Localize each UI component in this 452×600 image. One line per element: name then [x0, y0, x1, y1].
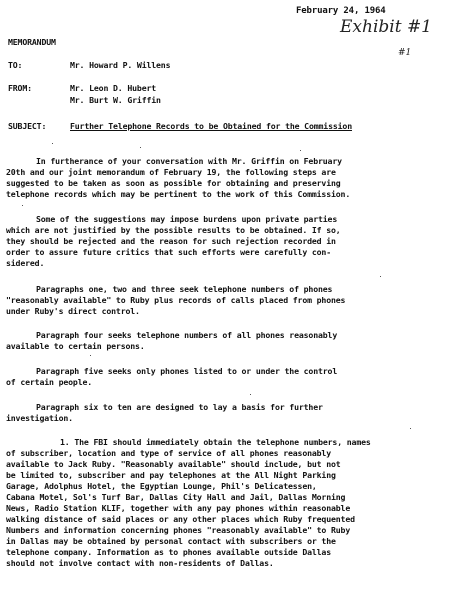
paragraph-line: sidered.	[6, 258, 45, 268]
subject-label: SUBJECT:	[8, 121, 47, 131]
paragraph-line: In furtherance of your conversation with Mr. Griffin on February	[36, 156, 342, 166]
scan-speck	[22, 205, 23, 206]
paragraph-2	[6, 214, 446, 269]
to-label: TO:	[8, 60, 23, 70]
to-value: Mr. Howard P. Willens	[70, 60, 171, 70]
from-label: FROM:	[8, 83, 32, 93]
from-value-1: Mr. Leon D. Hubert	[70, 83, 157, 93]
scan-speck	[250, 394, 251, 395]
paragraph-line: telephone records which may be pertinent to the work of this Commission.	[6, 189, 351, 199]
paragraph-line: Paragraphs one, two and three seek telephone numbers of phones	[36, 284, 333, 294]
scan-speck	[52, 143, 53, 144]
paragraph-line: of subscriber, location and type of service of all phones reasonably	[6, 448, 331, 458]
paragraph-line: Paragraph six to ten are designed to lay a basis for further	[36, 402, 323, 412]
paragraph-line: order to assure future critics that such efforts were carefully con-	[6, 247, 331, 257]
from-value-2: Mr. Burt W. Griffin	[70, 95, 161, 105]
paragraph-line: suggested to be taken as soon as possible for obtaining and preserving	[6, 178, 341, 188]
scan-speck	[300, 150, 301, 151]
paragraph-line: under Ruby's direct control.	[6, 306, 140, 316]
scan-speck	[90, 355, 91, 356]
memo-label: MEMORANDUM	[8, 37, 56, 47]
paragraph-line: walking distance of said places or any other places which Ruby frequented	[6, 514, 355, 524]
subject-value: Further Telephone Records to be Obtained for the Commission	[70, 121, 352, 131]
paragraph-3	[6, 284, 446, 317]
paragraph-line: Paragraph five seeks only phones listed to or under the control	[36, 366, 338, 376]
paragraph-line: be limited to, subscriber and pay telephones at the All Night Parking	[6, 470, 336, 480]
memo-date: February 24, 1964	[296, 6, 386, 16]
paragraph-line: Paragraph four seeks telephone numbers of all phones reasonably	[36, 330, 338, 340]
scan-speck	[140, 147, 141, 148]
paragraph-6	[6, 402, 446, 424]
scan-speck	[410, 428, 411, 429]
paragraph-5	[6, 366, 446, 388]
paragraph-line: they should be rejected and the reason for such rejection recorded in	[6, 236, 336, 246]
paragraph-line: 20th and our joint memorandum of February 19, the following steps are	[6, 167, 336, 177]
paragraph-line: 1. The FBI should immediately obtain the telephone numbers, names	[60, 437, 371, 447]
paragraph-line: News, Radio Station KLIF, together with any pay phones within reasonable	[6, 503, 351, 513]
paragraph-line: telephone company. Information as to phones available outside Dallas	[6, 547, 331, 557]
paragraph-line: which are not justified by the possible results to be obtained. If so,	[6, 225, 341, 235]
paragraph-line: in Dallas may be obtained by personal contact with subscribers or the	[6, 536, 336, 546]
paragraph-line: available to certain persons.	[6, 341, 145, 351]
paragraph-line: investigation.	[6, 413, 73, 423]
scan-speck	[380, 276, 381, 277]
paragraph-line: Cabana Motel, Sol's Turf Bar, Dallas City Hall and Jail, Dallas Morning	[6, 492, 346, 502]
paragraph-line: Garage, Adolphus Hotel, the Egyptian Lounge, Phil's Delicatessen,	[6, 481, 317, 491]
paragraph-item-1	[6, 437, 446, 569]
paragraph-line: should not involve contact with non-residents of Dallas.	[6, 558, 274, 568]
paragraph-line: Some of the suggestions may impose burdens upon private parties	[36, 214, 338, 224]
handwritten-margin-note: #1	[398, 48, 412, 58]
paragraph-line: Numbers and information concerning phones "reasonably available" to Ruby	[6, 525, 351, 535]
exhibit-stamp: Exhibit #1	[340, 17, 432, 37]
paragraph-1	[6, 156, 446, 200]
paragraph-line: of certain people.	[6, 377, 93, 387]
paragraph-line: available to Jack Ruby. "Reasonably available" should include, but not	[6, 459, 341, 469]
paragraph-line: "reasonably available" to Ruby plus records of calls placed from phones	[6, 295, 346, 305]
paragraph-4	[6, 330, 446, 352]
